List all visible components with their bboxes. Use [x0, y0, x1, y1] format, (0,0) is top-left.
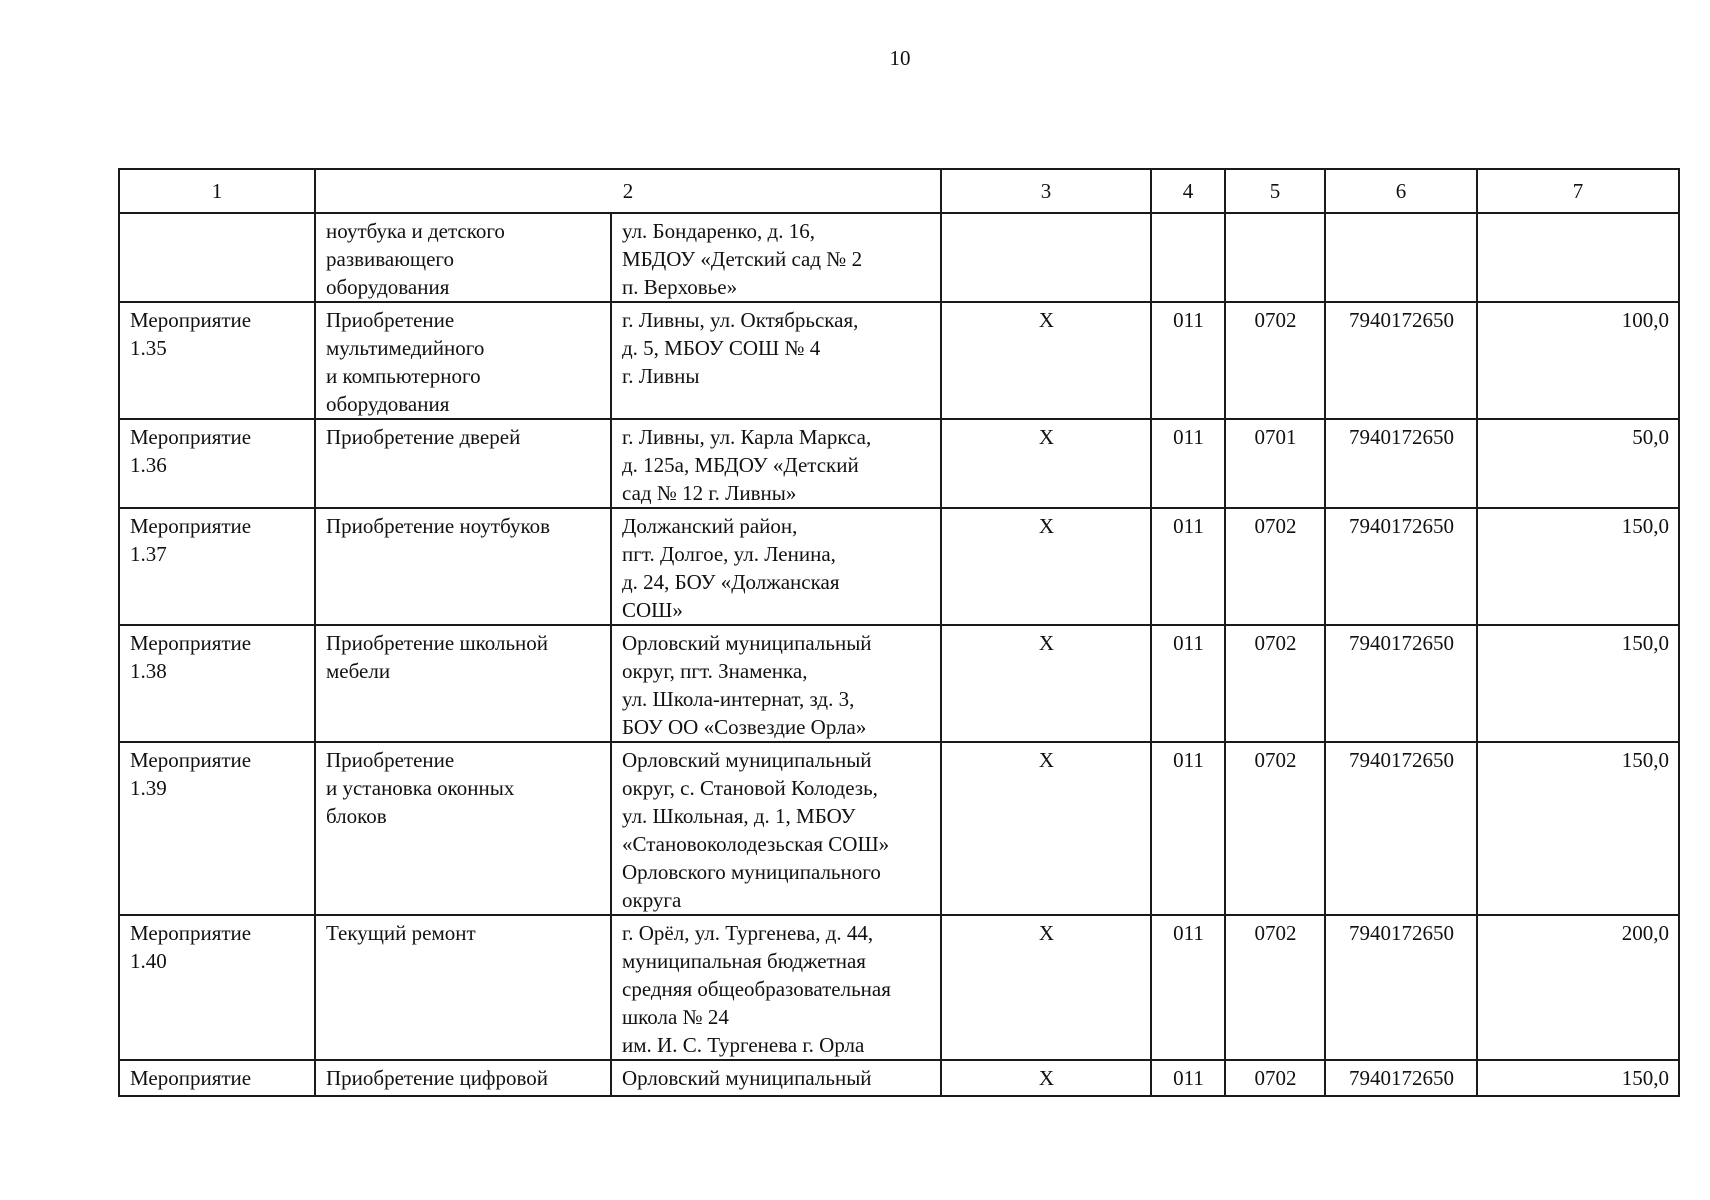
name-cell [315, 508, 611, 625]
table-row [119, 1060, 1679, 1096]
col4-cell: 011 [1151, 625, 1225, 742]
address-cell-line: д. 5, МБОУ СОШ № 4 [622, 336, 821, 360]
col6-cell: 7940172650 [1325, 302, 1477, 419]
col6-cell: 7940172650 [1325, 508, 1477, 625]
col4-cell: 011 [1151, 1060, 1225, 1096]
name-cell-line: Текущий ремонт [326, 921, 476, 945]
address-cell [611, 302, 941, 419]
event-cell-line: 1.36 [130, 453, 167, 477]
address-cell-line: сад № 12 г. Ливны» [622, 481, 797, 505]
event-cell-line: Мероприятие [130, 748, 252, 772]
event-cell-line: Мероприятие [130, 1066, 252, 1090]
col3-cell: Х [941, 1060, 1151, 1096]
col7-cell: 150,0 [1477, 625, 1679, 742]
address-cell-line: ул. Школьная, д. 1, МБОУ [622, 804, 856, 828]
name-cell [315, 302, 611, 419]
page-number: 10 [889, 46, 911, 70]
address-cell [611, 915, 941, 1060]
address-cell-line: БОУ ОО «Созвездие Орла» [622, 715, 867, 739]
event-cell-line: 1.40 [130, 949, 167, 973]
col7-cell [1477, 213, 1679, 302]
address-cell-line: округа [622, 888, 682, 912]
table-row [119, 915, 1679, 1060]
col6-cell: 7940172650 [1325, 1060, 1477, 1096]
col3-cell: Х [941, 302, 1151, 419]
col5-cell: 0701 [1225, 419, 1325, 508]
address-cell-line: г. Ливны, ул. Карла Маркса, [622, 425, 872, 449]
address-cell [611, 419, 941, 508]
col6-cell: 7940172650 [1325, 419, 1477, 508]
name-cell-line: блоков [326, 804, 387, 828]
address-cell-line: г. Ливны [622, 364, 700, 388]
address-cell [611, 742, 941, 915]
name-cell [315, 419, 611, 508]
address-cell-line: «Становоколодезьская СОШ» [622, 832, 890, 856]
col7-cell: 150,0 [1477, 1060, 1679, 1096]
col6-cell: 7940172650 [1325, 625, 1477, 742]
col5-cell: 0702 [1225, 508, 1325, 625]
name-cell-line: Приобретение [326, 748, 455, 772]
name-cell-line: Приобретение школьной [326, 631, 549, 655]
col7-cell: 150,0 [1477, 742, 1679, 915]
col4-cell: 011 [1151, 915, 1225, 1060]
event-cell [119, 302, 315, 419]
address-cell [611, 508, 941, 625]
address-cell-line: д. 24, БОУ «Должанская [622, 570, 840, 594]
address-cell-line: пгт. Долгое, ул. Ленина, [622, 542, 836, 566]
table-row [119, 625, 1679, 742]
name-cell-line: оборудования [326, 392, 450, 416]
address-cell-line: д. 125а, МБДОУ «Детский [622, 453, 859, 477]
name-cell-line: Приобретение цифровой [326, 1066, 549, 1090]
event-cell [119, 1060, 315, 1096]
address-cell-line: ул. Бондаренко, д. 16, [622, 219, 815, 243]
header-cell-7: 7 [1477, 169, 1679, 213]
col3-cell [941, 213, 1151, 302]
name-cell-line: и установка оконных [326, 776, 515, 800]
table-row [119, 508, 1679, 625]
col5-cell: 0702 [1225, 1060, 1325, 1096]
address-cell-line: Должанский район, [622, 514, 798, 538]
col4-cell: 011 [1151, 302, 1225, 419]
address-cell [611, 213, 941, 302]
event-cell-line: 1.35 [130, 336, 167, 360]
col7-cell: 200,0 [1477, 915, 1679, 1060]
event-cell [119, 625, 315, 742]
event-cell-line: 1.38 [130, 659, 167, 683]
event-cell [119, 508, 315, 625]
name-cell-line: Приобретение ноутбуков [326, 514, 551, 538]
address-cell-line: округ, с. Становой Колодезь, [622, 776, 878, 800]
col6-cell: 7940172650 [1325, 742, 1477, 915]
col3-cell: Х [941, 915, 1151, 1060]
address-cell-line: МБДОУ «Детский сад № 2 [622, 247, 863, 271]
event-cell [119, 419, 315, 508]
name-cell-line: развивающего [326, 247, 454, 271]
address-cell-line: п. Верховье» [622, 275, 738, 299]
table-row [119, 419, 1679, 508]
col5-cell: 0702 [1225, 625, 1325, 742]
header-cell-6: 6 [1325, 169, 1477, 213]
col5-cell: 0702 [1225, 915, 1325, 1060]
table-body [119, 169, 1679, 1096]
address-cell-line: Орловский муниципальный [622, 748, 872, 772]
address-cell-line: округ, пгт. Знаменка, [622, 659, 808, 683]
col3-cell: Х [941, 508, 1151, 625]
header-cell-5: 5 [1225, 169, 1325, 213]
address-cell-line: муниципальная бюджетная [622, 949, 866, 973]
budget-table [118, 168, 1680, 1097]
col6-cell [1325, 213, 1477, 302]
address-cell-line: школа № 24 [622, 1005, 729, 1029]
col4-cell [1151, 213, 1225, 302]
name-cell-line: мультимедийного [326, 336, 485, 360]
header-cell-4: 4 [1151, 169, 1225, 213]
address-cell-line: г. Ливны, ул. Октябрьская, [622, 308, 859, 332]
col4-cell: 011 [1151, 508, 1225, 625]
col3-cell: Х [941, 625, 1151, 742]
col4-cell: 011 [1151, 419, 1225, 508]
col3-cell: Х [941, 742, 1151, 915]
col4-cell: 011 [1151, 742, 1225, 915]
event-cell-line: 1.39 [130, 776, 167, 800]
col7-cell: 150,0 [1477, 508, 1679, 625]
header-cell-2: 2 [315, 169, 941, 213]
name-cell-line: и компьютерного [326, 364, 481, 388]
name-cell [315, 1060, 611, 1096]
address-cell-line: г. Орёл, ул. Тургенева, д. 44, [622, 921, 874, 945]
address-cell-line: Орловского муниципального [622, 860, 881, 884]
col3-cell: Х [941, 419, 1151, 508]
table-row [119, 302, 1679, 419]
name-cell-line: мебели [326, 659, 391, 683]
address-cell [611, 1060, 941, 1096]
name-cell-line: ноутбука и детского [326, 219, 505, 243]
table-row [119, 742, 1679, 915]
event-cell-line: Мероприятие [130, 308, 252, 332]
col5-cell: 0702 [1225, 742, 1325, 915]
header-cell-3: 3 [941, 169, 1151, 213]
address-cell [611, 625, 941, 742]
col7-cell: 100,0 [1477, 302, 1679, 419]
header-cell-1: 1 [119, 169, 315, 213]
name-cell-line: Приобретение дверей [326, 425, 521, 449]
col5-cell: 0702 [1225, 302, 1325, 419]
col7-cell: 50,0 [1477, 419, 1679, 508]
event-cell-line: Мероприятие [130, 631, 252, 655]
address-cell-line: средняя общеобразовательная [622, 977, 891, 1001]
address-cell-line: ул. Школа-интернат, зд. 3, [622, 687, 855, 711]
name-cell-line: Приобретение [326, 308, 455, 332]
name-cell [315, 742, 611, 915]
address-cell-line: СОШ» [622, 598, 683, 622]
address-cell-line: им. И. С. Тургенева г. Орла [622, 1033, 865, 1057]
col6-cell: 7940172650 [1325, 915, 1477, 1060]
event-cell [119, 915, 315, 1060]
name-cell [315, 625, 611, 742]
event-cell-line: Мероприятие [130, 425, 252, 449]
name-cell [315, 213, 611, 302]
event-cell [119, 742, 315, 915]
table-row [119, 213, 1679, 302]
address-cell-line: Орловский муниципальный [622, 631, 872, 655]
name-cell [315, 915, 611, 1060]
name-cell-line: оборудования [326, 275, 450, 299]
col5-cell [1225, 213, 1325, 302]
event-cell-line: 1.37 [130, 542, 167, 566]
event-cell-line: Мероприятие [130, 921, 252, 945]
table-header-row [119, 169, 1679, 213]
address-cell-line: Орловский муниципальный [622, 1066, 872, 1090]
event-cell [119, 213, 315, 302]
event-cell-line: Мероприятие [130, 514, 252, 538]
